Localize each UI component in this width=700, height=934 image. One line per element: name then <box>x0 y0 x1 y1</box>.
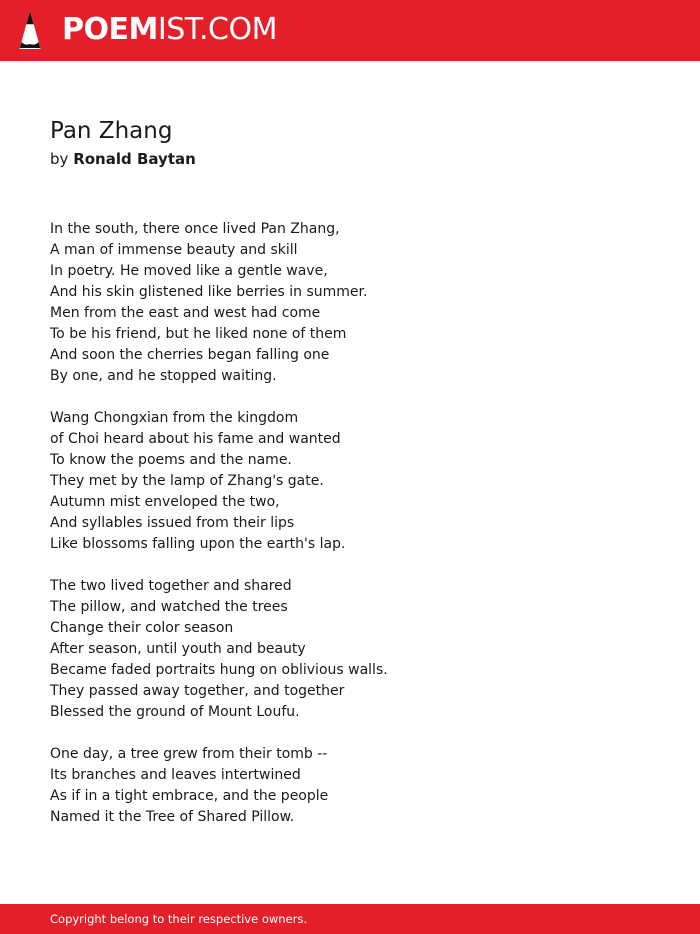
poem-line: By one, and he stopped waiting. <box>50 368 277 384</box>
poem-line: Wang Chongxian from the kingdom <box>50 410 299 426</box>
poem-line: To know the poems and the name. <box>50 452 292 468</box>
author-name: Ronald Baytan <box>73 150 196 168</box>
poem-line: Change their color season <box>50 620 234 636</box>
by-label: by <box>50 150 69 168</box>
poem-line: To be his friend, but he liked none of them <box>50 326 347 342</box>
stanza <box>50 408 670 555</box>
stanza <box>50 219 670 387</box>
poem-line: And his skin glistened like berries in summer. <box>50 284 368 300</box>
logo-light-text: IST.COM <box>157 12 277 47</box>
poem-line: The pillow, and watched the trees <box>50 599 288 615</box>
poem-line: Named it the Tree of Shared Pillow. <box>50 809 295 825</box>
copyright-text: Copyright belong to their respective owners. <box>50 912 308 926</box>
poem-line: As if in a tight embrace, and the people <box>50 788 329 804</box>
poem-line: They passed away together, and together <box>50 683 345 699</box>
poem-line: And soon the cherries began falling one <box>50 347 330 363</box>
site-header <box>0 0 700 61</box>
poem-line: They met by the lamp of Zhang's gate. <box>50 473 324 489</box>
poem-line: One day, a tree grew from their tomb -- <box>50 746 328 762</box>
poem-body <box>50 219 670 849</box>
site-footer <box>0 904 700 934</box>
stanza <box>50 576 670 723</box>
poem-line: of Choi heard about his fame and wanted <box>50 431 341 447</box>
poem-line: Blessed the ground of Mount Loufu. <box>50 704 300 720</box>
poem-line: And syllables issued from their lips <box>50 515 295 531</box>
stanza <box>50 744 670 828</box>
poem-line: Men from the east and west had come <box>50 305 321 321</box>
poem-line: Its branches and leaves intertwined <box>50 767 301 783</box>
byline <box>50 149 196 169</box>
poem-line: In poetry. He moved like a gentle wave, <box>50 263 328 279</box>
poem-line: The two lived together and shared <box>50 578 292 594</box>
poem-line: Autumn mist enveloped the two, <box>50 494 280 510</box>
poem-title: Pan Zhang <box>50 118 173 144</box>
poem-line: A man of immense beauty and skill <box>50 242 298 258</box>
poem-line: Like blossoms falling upon the earth's lap. <box>50 536 346 552</box>
poem-line: Became faded portraits hung on oblivious walls. <box>50 662 388 678</box>
poem-line: In the south, there once lived Pan Zhang, <box>50 221 340 237</box>
site-logo-text <box>62 13 277 47</box>
logo-bold-text: POEM <box>62 12 158 47</box>
pencil-tip-icon <box>18 10 42 50</box>
poem-line: After season, until youth and beauty <box>50 641 306 657</box>
